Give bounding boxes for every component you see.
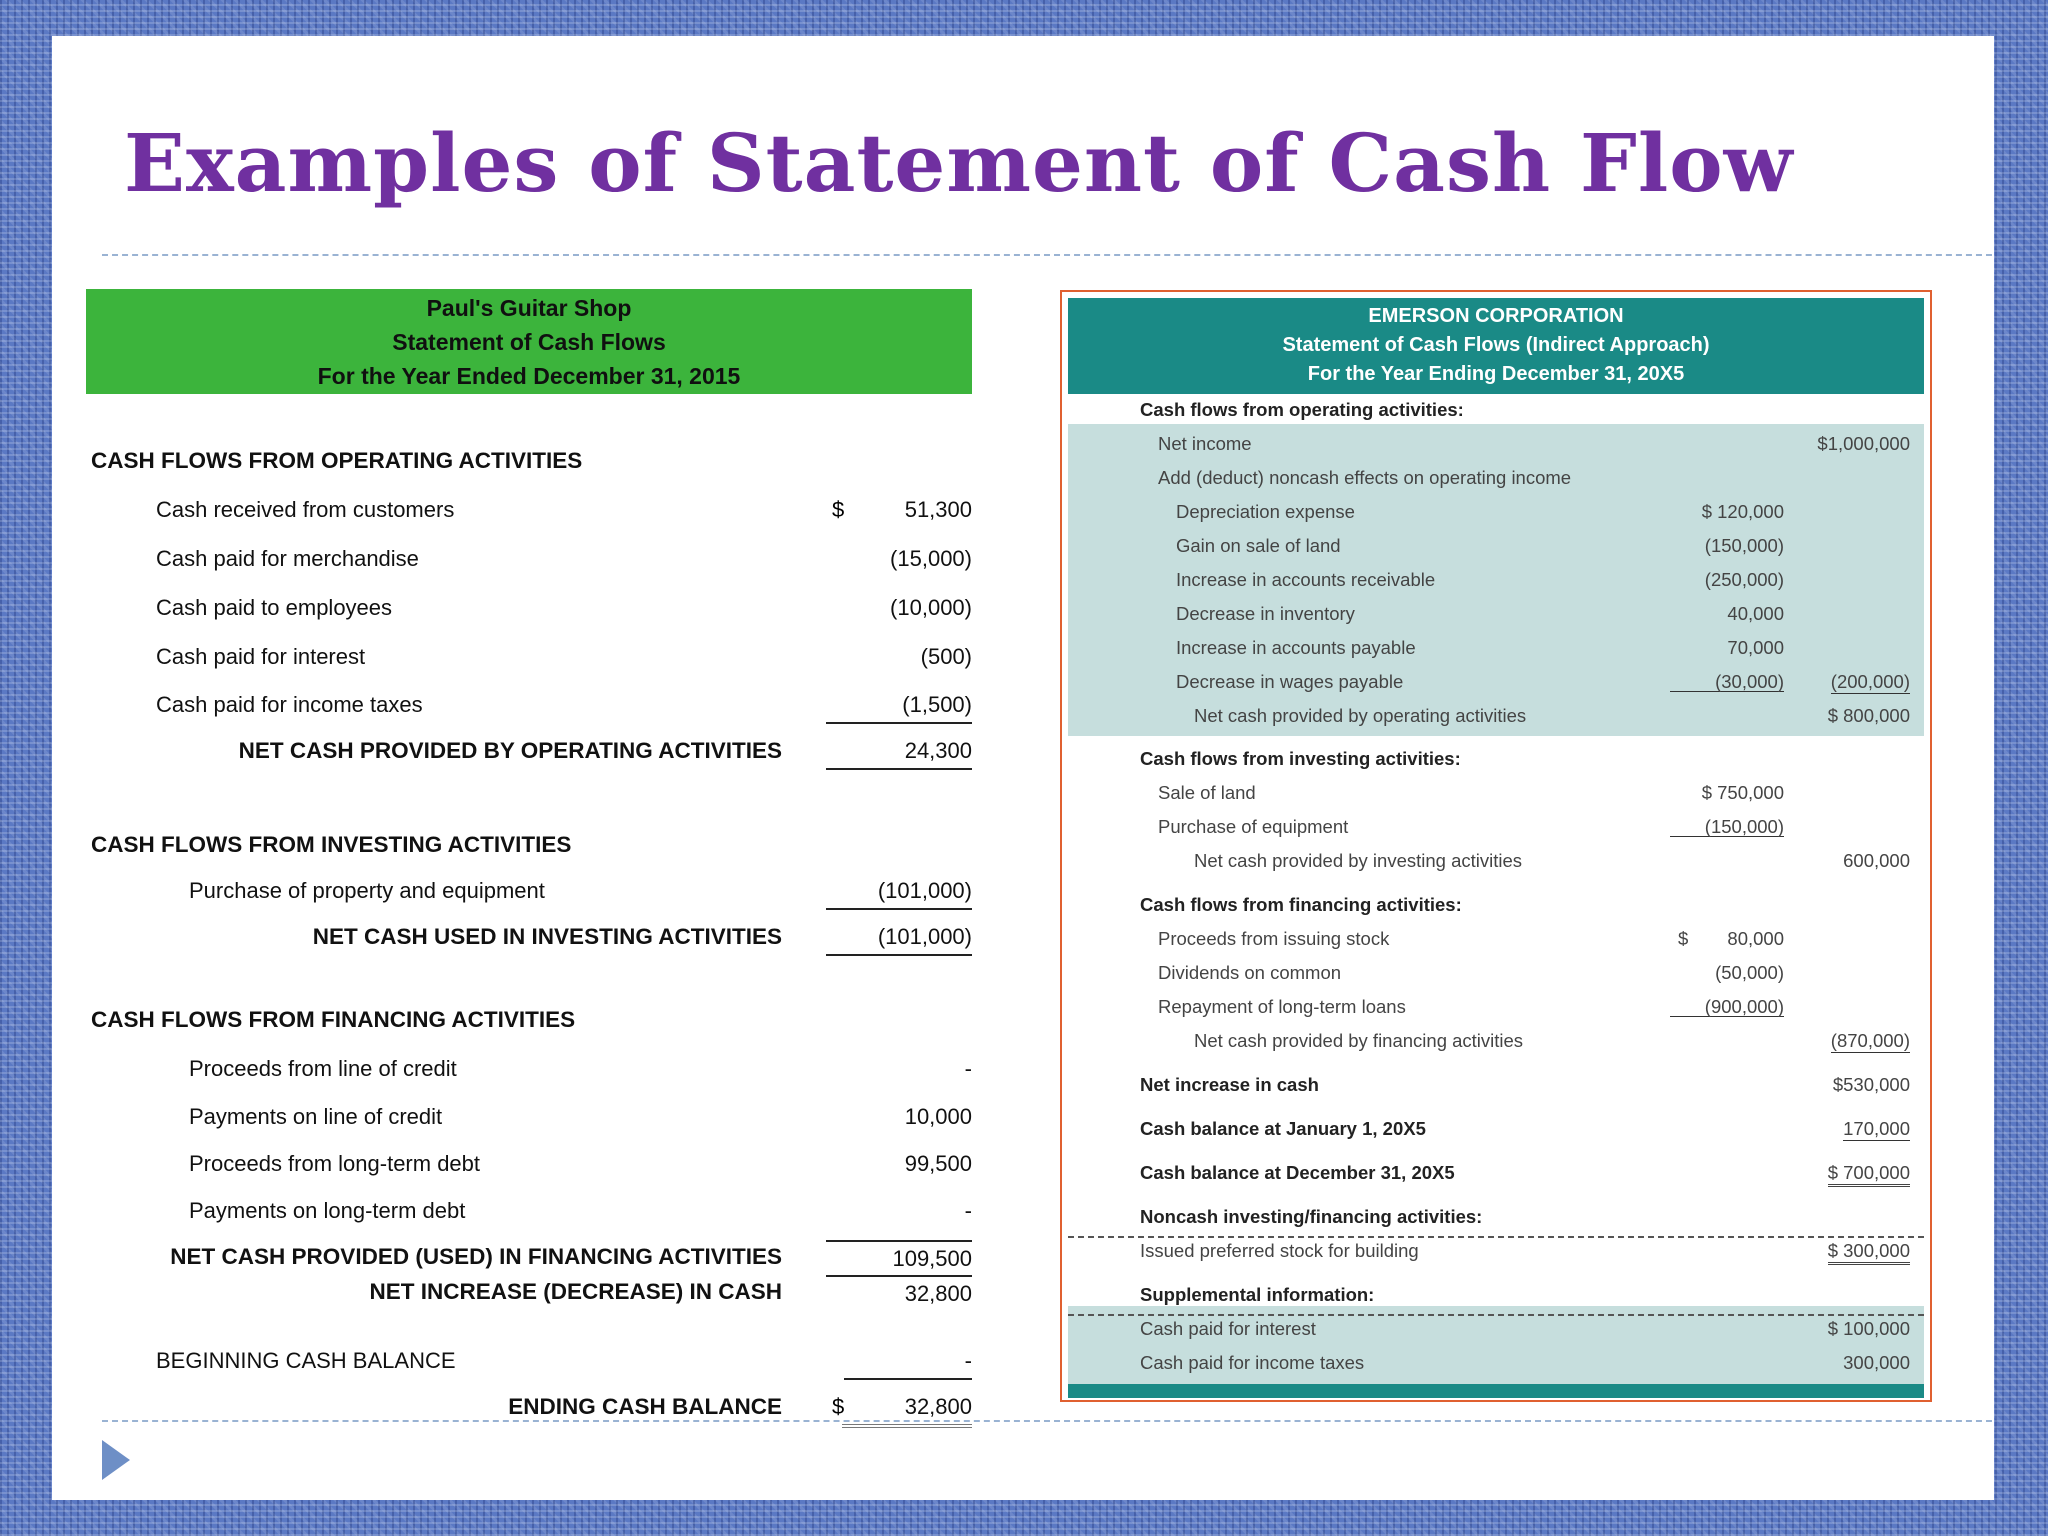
total-label: NET CASH PROVIDED BY OPERATING ACTIVITIES (238, 738, 782, 763)
row-label: Cash balance at January 1, 20X5 (1140, 1118, 1426, 1139)
row-total: (200,000) (1830, 671, 1910, 692)
row-amount: 51,300 (904, 497, 972, 522)
statement-period: For the Year Ending December 31, 20X5 (1307, 363, 1685, 385)
row-amount: (10,000) (890, 595, 972, 620)
divider-bottom (102, 1420, 1994, 1422)
operating-total-row (86, 734, 972, 768)
row-amount: (150,000) (1670, 812, 1784, 837)
row-label: Purchase of equipment (1158, 816, 1349, 837)
operating-heading-row (86, 444, 972, 478)
row-label: Increase in accounts receivable (1176, 569, 1436, 590)
left-statement-header (86, 289, 972, 394)
financing-total-row (86, 1240, 972, 1274)
row-label: Add (deduct) noncash effects on operating income (1158, 467, 1572, 488)
table-row (1062, 992, 1930, 1022)
section-heading: CASH FLOWS FROM INVESTING ACTIVITIES (91, 832, 572, 857)
table-row (1062, 565, 1930, 595)
table-row (86, 542, 972, 576)
row-total: $1,000,000 (1817, 433, 1910, 454)
total-label: NET CASH USED IN INVESTING ACTIVITIES (312, 924, 782, 949)
table-row (1062, 812, 1930, 842)
row-amount: 170,000 (1843, 1118, 1910, 1139)
row-amount: (900,000) (1670, 992, 1784, 1017)
total-amount: 109,500 (826, 1240, 972, 1276)
row-label: Cash received from customers (156, 497, 455, 522)
total-label: NET INCREASE (DECREASE) IN CASH (369, 1279, 782, 1304)
table-row (1062, 531, 1930, 561)
ending-balance-row (86, 1390, 972, 1424)
row-amount: 70,000 (1727, 637, 1784, 658)
row-label: Decrease in inventory (1176, 603, 1355, 624)
net-change-row (86, 1275, 972, 1309)
row-label: Net increase in cash (1140, 1074, 1319, 1095)
total-amount: 600,000 (1843, 850, 1910, 871)
table-row (1062, 958, 1930, 988)
total-amount: 32,800 (826, 1275, 972, 1311)
row-label: Cash balance at December 31, 20X5 (1140, 1162, 1455, 1183)
row-label: Cash paid for interest (1140, 1318, 1316, 1339)
row-label: Cash paid to employees (156, 595, 393, 620)
row-label: Decrease in wages payable (1176, 671, 1404, 692)
beginning-balance-row (86, 1344, 972, 1378)
row-label: Net income (1158, 433, 1252, 454)
table-row (1062, 633, 1930, 663)
section-heading: CASH FLOWS FROM FINANCING ACTIVITIES (91, 1007, 576, 1032)
statement-name: Statement of Cash Flows (Indirect Approach) (1282, 334, 1710, 356)
statement-name: Statement of Cash Flows (392, 329, 666, 355)
row-amount: $ 750,000 (1701, 782, 1784, 803)
investing-heading-row (86, 828, 972, 862)
divider-top (102, 254, 1994, 256)
row-amount: $530,000 (1832, 1074, 1910, 1095)
row-label: Cash paid for merchandise (156, 546, 419, 571)
row-label: Proceeds from line of credit (189, 1056, 457, 1081)
company-name: Paul's Guitar Shop (426, 295, 632, 321)
row-amount: (30,000) (1670, 667, 1784, 692)
dollar-sign: $ (832, 1394, 845, 1419)
total-amount: $ 800,000 (1827, 705, 1910, 726)
row-amount: (250,000) (1704, 569, 1784, 590)
row-amount: - (964, 1056, 972, 1081)
table-row (1062, 1348, 1930, 1378)
investing-total-row (1062, 846, 1930, 876)
cash-begin-row (1062, 1114, 1930, 1144)
net-increase-row (1062, 1070, 1930, 1100)
investing-heading-row (1062, 744, 1930, 774)
total-amount: 32,800 (842, 1390, 972, 1428)
row-amount: (101,000) (826, 874, 972, 910)
total-label: Net cash provided by financing activities (1194, 1030, 1524, 1051)
row-amount: - (844, 1344, 972, 1380)
financing-heading-row (86, 1003, 972, 1037)
row-label: Cash paid for income taxes (1140, 1352, 1365, 1373)
row-amount: $ 300,000 (1806, 1236, 1910, 1266)
row-label: Depreciation expense (1176, 501, 1355, 522)
row-amount: 80,000 (1727, 928, 1784, 949)
right-cash-flow-statement (1060, 290, 1932, 1402)
row-amount: 40,000 (1727, 603, 1784, 624)
bottom-bar (1068, 1384, 1924, 1398)
row-amount: 99,500 (904, 1151, 972, 1176)
financing-total-row (1062, 1026, 1930, 1056)
supplemental-heading-row (1062, 1280, 1930, 1310)
row-label: Payments on line of credit (189, 1104, 443, 1129)
row-label: BEGINNING CASH BALANCE (156, 1348, 456, 1373)
investing-total-row (86, 920, 972, 954)
row-amount: $ 700,000 (1806, 1158, 1910, 1188)
section-heading: Cash flows from operating activities: (1140, 399, 1464, 420)
play-arrow-icon[interactable] (102, 1440, 130, 1480)
table-row (86, 1147, 972, 1181)
noncash-heading-row (1062, 1202, 1930, 1232)
row-label: Increase in accounts payable (1176, 637, 1416, 658)
row-label: Proceeds from long-term debt (189, 1151, 481, 1176)
table-row (86, 591, 972, 625)
row-amount: (15,000) (890, 546, 972, 571)
row-amount: 10,000 (904, 1104, 972, 1129)
table-row (1062, 599, 1930, 629)
row-amount: (1,500) (826, 688, 972, 724)
table-row (1062, 497, 1930, 527)
row-label: Cash paid for interest (156, 644, 366, 669)
row-label: Cash paid for income taxes (156, 692, 423, 717)
table-row (1062, 429, 1930, 459)
company-name: EMERSON CORPORATION (1368, 305, 1624, 327)
row-amount: $ 120,000 (1701, 501, 1784, 522)
row-label: Issued preferred stock for building (1140, 1240, 1419, 1261)
left-cash-flow-statement (86, 289, 972, 1429)
total-label: NET CASH PROVIDED (USED) IN FINANCING ACTIVITIES (170, 1244, 782, 1269)
row-amount: (50,000) (1715, 962, 1784, 983)
row-amount: (150,000) (1704, 535, 1784, 556)
total-label: ENDING CASH BALANCE (508, 1394, 782, 1419)
row-amount: - (964, 1198, 972, 1223)
table-row (86, 493, 972, 527)
statement-period: For the Year Ended December 31, 2015 (317, 363, 741, 389)
table-row (86, 688, 972, 722)
financing-heading-row (1062, 890, 1930, 920)
slide (52, 36, 1994, 1500)
table-row (1062, 924, 1930, 954)
row-amount: $ 100,000 (1827, 1318, 1910, 1339)
total-label: Net cash provided by operating activities (1194, 705, 1527, 726)
operating-total-row (1062, 701, 1930, 731)
section-heading: Noncash investing/financing activities: (1140, 1206, 1483, 1227)
section-heading: CASH FLOWS FROM OPERATING ACTIVITIES (91, 448, 583, 473)
total-amount: (101,000) (826, 920, 972, 956)
dollar-sign: $ (832, 497, 845, 522)
row-label: Payments on long-term debt (189, 1198, 466, 1223)
table-row (86, 640, 972, 674)
table-row (86, 1052, 972, 1086)
slide-title: Examples of Statement of Cash Flow (124, 116, 1794, 210)
total-label: Net cash provided by investing activities (1194, 850, 1523, 871)
row-label: Purchase of property and equipment (189, 878, 545, 903)
section-heading: Cash flows from financing activities: (1140, 894, 1462, 915)
table-row (86, 1100, 972, 1134)
table-row (1062, 778, 1930, 808)
table-row (86, 1194, 972, 1228)
row-amount: 300,000 (1843, 1352, 1910, 1373)
section-heading: Cash flows from investing activities: (1140, 748, 1461, 769)
right-statement-header (1068, 298, 1924, 394)
table-row (1062, 1314, 1930, 1344)
row-label: Sale of land (1158, 782, 1256, 803)
cash-end-row (1062, 1158, 1930, 1188)
row-label: Repayment of long-term loans (1158, 996, 1406, 1017)
row-label: Proceeds from issuing stock (1158, 928, 1390, 949)
row-label: Gain on sale of land (1176, 535, 1341, 556)
table-row (86, 874, 972, 908)
adjust-heading-row (1062, 463, 1930, 493)
noncash-row (1062, 1236, 1930, 1266)
total-amount: 24,300 (826, 734, 972, 770)
operating-heading-row (1062, 395, 1930, 425)
dollar-sign: $ (1678, 928, 1689, 949)
table-row (1062, 667, 1930, 697)
total-amount: (870,000) (1830, 1030, 1910, 1051)
row-label: Dividends on common (1158, 962, 1342, 983)
row-amount: (500) (920, 644, 972, 669)
section-heading: Supplemental information: (1140, 1284, 1375, 1305)
